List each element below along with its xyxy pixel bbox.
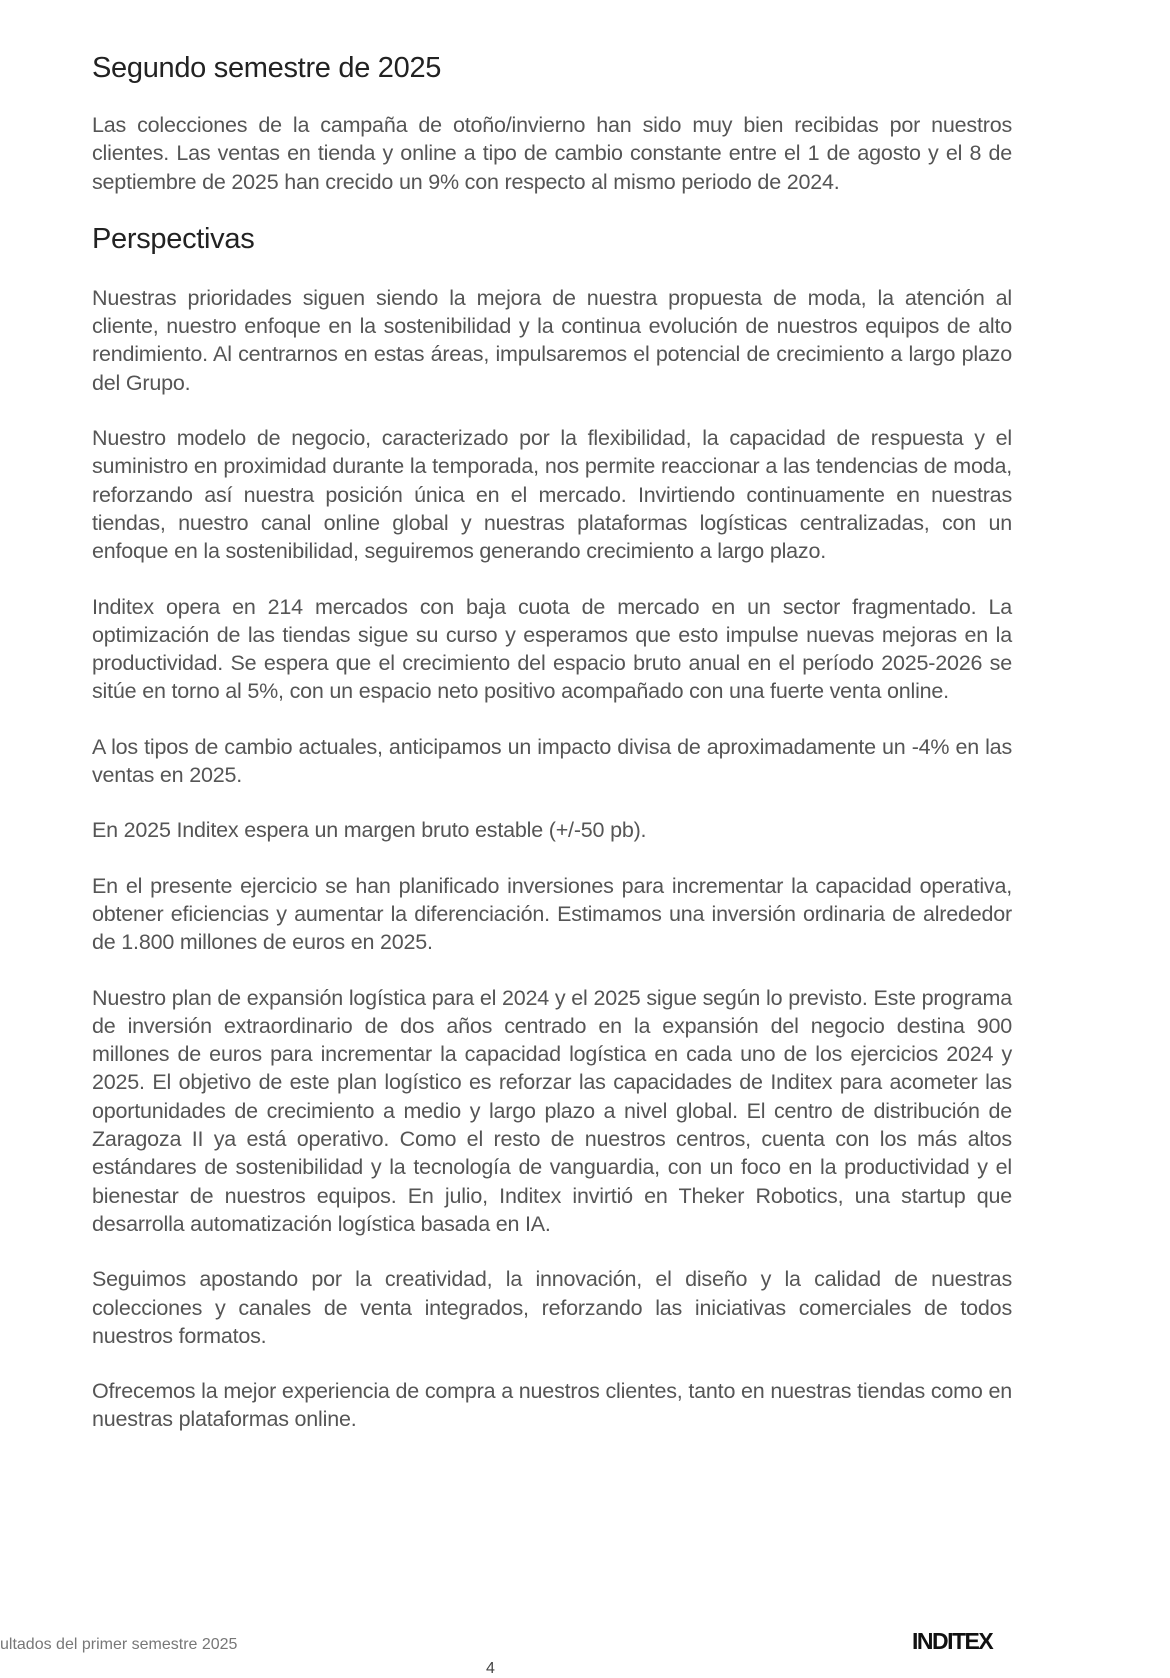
document-body — [92, 52, 1012, 1461]
paragraph: Ofrecemos la mejor experiencia de compra a nuestros clientes, tanto en nuestras tiendas como en nuestras plataformas online. — [92, 1379, 1012, 1432]
paragraph: Nuestro plan de expansión logística para el 2024 y el 2025 sigue según lo previsto. Este programa de inversión extraordinario de dos años centrado en la expansión del negocio destina 900 millones de euros para incrementar la capacidad logística en cada uno de los ejercicios 2024 y 2025. El objetivo de este plan logístico es reforzar las capacidades de Inditex para acometer las oportunidades de crecimiento a medio y largo plazo a nivel global. El centro de distribución de Zaragoza II ya está operativo. Como el resto de nuestros centros, cuenta con los más altos estándares de sostenibilidad y la tecnología de vanguardia, con un foco en la productividad y el bienestar de nuestros equipos. En julio, Inditex invirtió en Theker Robotics, una startup que desarrolla automatización logística basada en IA. — [92, 985, 1012, 1236]
inditex-logo: INDITEX — [912, 1628, 993, 1654]
paragraph: Nuestras prioridades siguen siendo la mejora de nuestra propuesta de moda, la atención al cliente, nuestro enfoque en la sostenibilidad y la continua evolución de nuestros equipos de alto rendimiento. Al centrarnos en estas áreas, impulsaremos el potencial de crecimiento a largo plazo del Grupo. — [92, 285, 1012, 395]
paragraph: Nuestro modelo de negocio, caracterizado por la flexibilidad, la capacidad de respuesta y el suministro en proximidad durante la temporada, nos permite reaccionar a las tendencias de moda, reforzando así nuestra posición única en el mercado. Invirtiendo continuamente en nuestras tiendas, nuestro canal online global y nuestras plataformas logísticas centralizadas, con un enfoque en la sostenibilidad, seguiremos generando crecimiento a largo plazo. — [92, 426, 1012, 564]
page-number: 4 — [486, 1660, 495, 1677]
paragraph: En el presente ejercicio se han planificado inversiones para incrementar la capacidad operativa, obtener eficiencias y aumentar la diferenciación. Estimamos una inversión ordinaria de alrededor de 1.800 millones de euros en 2025. — [92, 873, 1012, 955]
section-heading-perspectivas: Perspectivas — [92, 222, 255, 255]
paragraph: Inditex opera en 214 mercados con baja cuota de mercado en un sector fragmentado. La optimización de las tiendas sigue su curso y esperamos que esto impulse nuevas mejoras en la productividad. Se espera que el crecimiento del espacio bruto anual en el período 2025-2026 se sitúe en torno al 5%, con un espacio neto positivo acompañado con una fuerte venta online. — [92, 594, 1012, 704]
paragraph: En 2025 Inditex espera un margen bruto estable (+/-50 pb). — [92, 818, 647, 843]
paragraph: Las colecciones de la campaña de otoño/invierno han sido muy bien recibidas por nuestros clientes. Las ventas en tienda y online a tipo de cambio constante entre el 1 de agosto y el 8 de septiembre de 2025 han crecido un 9% con respecto al mismo periodo de 2024. — [92, 113, 1012, 194]
paragraph: A los tipos de cambio actuales, anticipamos un impacto divisa de aproximadamente un -4% en las ventas en 2025. — [92, 734, 1012, 788]
section-heading-segundo-semestre: Segundo semestre de 2025 — [92, 52, 442, 84]
paragraph: Seguimos apostando por la creatividad, la innovación, el diseño y la calidad de nuestras colecciones y canales de venta integrados, reforzando las iniciativas comerciales de todos nuestros formatos. — [92, 1267, 1012, 1348]
footer-report-title: ultados del primer semestre 2025 — [0, 1636, 238, 1653]
